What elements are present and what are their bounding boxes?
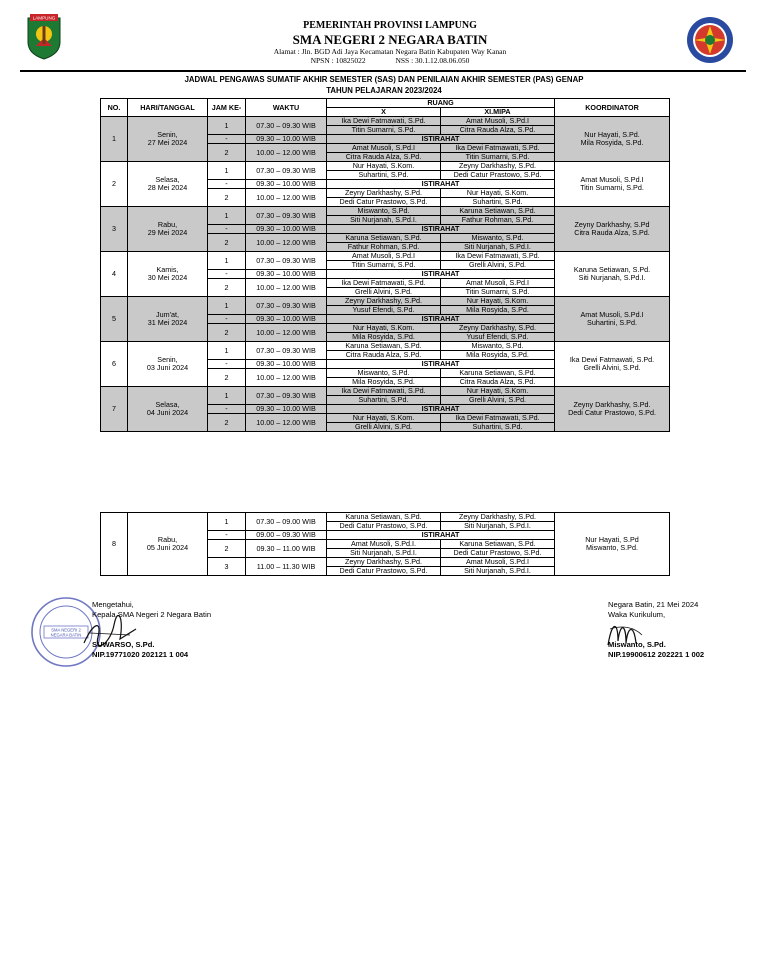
waktu-cell: 10.00 – 12.00 WIB	[246, 144, 327, 162]
svg-text:SMA NEGERI 2: SMA NEGERI 2	[51, 627, 81, 633]
proctor-x: Zeyny Darkhashy, S.Pd.	[327, 297, 441, 306]
jam-cell: 2	[208, 189, 246, 207]
jam-cell: 1	[208, 162, 246, 180]
proctor-xi: Dedi Catur Prastowo, S.Pd.	[441, 549, 555, 558]
signature-left	[92, 600, 312, 660]
proctor-x: Nur Hayati, S.Kom.	[327, 324, 441, 333]
waka-name: Miswanto, S.Pd.	[608, 640, 666, 649]
proctor-xi: Suhartini, S.Pd.	[441, 423, 555, 432]
proctor-xi: Grelli Alvini, S.Pd.	[441, 396, 555, 405]
proctor-x: Siti Nurjanah, S.Pd.I.	[327, 549, 441, 558]
proctor-x: Suhartini, S.Pd.	[327, 396, 441, 405]
table-row	[101, 387, 670, 396]
waktu-cell: 10.00 – 12.00 WIB	[246, 189, 327, 207]
jam-cell: 2	[208, 369, 246, 387]
coordinator-cell: Zeyny Darkhashy, S.Pd Citra Rauda Alza, S.Pd.	[555, 207, 670, 252]
proctor-xi: Citra Rauda Alza, S.Pd.	[441, 378, 555, 387]
break-label: ISTIRAHAT	[327, 405, 555, 414]
break-label: ISTIRAHAT	[327, 315, 555, 324]
jam-cell: -	[208, 315, 246, 324]
table-row	[101, 297, 670, 306]
proctor-x: Karuna Setiawan, S.Pd.	[327, 513, 441, 522]
document-title	[0, 74, 768, 96]
proctor-xi: Miswanto, S.Pd.	[441, 234, 555, 243]
proctor-x: Zeyny Darkhashy, S.Pd.	[327, 189, 441, 198]
sign-left-role: Kepala SMA Negeri 2 Negara Batin	[92, 610, 212, 619]
proctor-x: Grelli Alvini, S.Pd.	[327, 423, 441, 432]
day-date-cell: Kamis, 30 Mei 2024	[128, 252, 208, 297]
proctor-x: Suhartini, S.Pd.	[327, 171, 441, 180]
proctor-x: Karuna Setiawan, S.Pd.	[327, 234, 441, 243]
day-date-cell: Senin, 03 Juni 2024	[128, 342, 208, 387]
proctor-x: Citra Rauda Alza, S.Pd.	[327, 351, 441, 360]
table-row	[101, 117, 670, 126]
proctor-xi: Nur Hayati, S.Kom.	[441, 387, 555, 396]
jam-cell: 1	[208, 252, 246, 270]
waktu-cell: 09.30 – 10.00 WIB	[246, 180, 327, 189]
proctor-xi: Amat Musoli, S.Pd.I	[441, 117, 555, 126]
waktu-cell: 09.00 – 09.30 WIB	[246, 531, 327, 540]
proctor-xi: Titin Sumarni, S.Pd.	[441, 153, 555, 162]
header-date: HARI/TANGGAL	[128, 99, 208, 117]
proctor-x: Karuna Setiawan, S.Pd.	[327, 342, 441, 351]
proctor-x: Grelli Alvini, S.Pd.	[327, 288, 441, 297]
proctor-xi: Grelli Alvini, S.Pd.	[441, 261, 555, 270]
coordinator-cell: Karuna Setiawan, S.Pd. Siti Nurjanah, S.Pd.I.	[555, 252, 670, 297]
proctor-x: Titin Sumarni, S.Pd.	[327, 261, 441, 270]
jam-cell: -	[208, 270, 246, 279]
day-date-cell: Selasa, 04 Juni 2024	[128, 387, 208, 432]
proctor-xi: Fathur Rohman, S.Pd.	[441, 216, 555, 225]
proctor-xi: Dedi Catur Prastowo, S.Pd.	[441, 171, 555, 180]
school-name: SMA NEGERI 2 NEGARA BATIN	[292, 32, 488, 47]
logo-lampung-text: LAMPUNG	[32, 15, 56, 21]
jam-cell: 2	[208, 540, 246, 558]
waktu-cell: 07.30 – 09.30 WIB	[246, 387, 327, 405]
proctor-xi: Miswanto, S.Pd.	[441, 342, 555, 351]
npsn: NPSN : 10825022	[310, 56, 366, 65]
header-koordinator: KOORDINATOR	[555, 99, 670, 117]
proctor-xi: Siti Nurjanah, S.Pd.I.	[441, 522, 555, 531]
day-number: 3	[101, 207, 128, 252]
waktu-cell: 07.30 – 09.30 WIB	[246, 252, 327, 270]
waktu-cell: 07.30 – 09.00 WIB	[246, 513, 327, 531]
jam-cell: 1	[208, 387, 246, 405]
waktu-cell: 07.30 – 09.30 WIB	[246, 342, 327, 360]
header-ruang-x: X	[327, 108, 441, 117]
waktu-cell: 09.30 – 10.00 WIB	[246, 405, 327, 414]
proctor-xi: Karuna Setiawan, S.Pd.	[441, 369, 555, 378]
letterhead-text	[140, 20, 640, 65]
proctor-xi: Zeyny Darkhashy, S.Pd.	[441, 162, 555, 171]
proctor-x: Dedi Catur Prastowo, S.Pd.	[327, 567, 441, 576]
letterhead-rule	[20, 70, 746, 72]
day-number: 2	[101, 162, 128, 207]
jam-cell: 1	[208, 207, 246, 225]
waktu-cell: 07.30 – 09.30 WIB	[246, 207, 327, 225]
jam-cell: 3	[208, 558, 246, 576]
waktu-cell: 11.00 – 11.30 WIB	[246, 558, 327, 576]
proctor-xi: Mila Rosyida, S.Pd.	[441, 306, 555, 315]
jam-cell: 1	[208, 513, 246, 531]
day-date-cell: Jum'at, 31 Mei 2024	[128, 297, 208, 342]
svg-text:NEGARA BATIN: NEGARA BATIN	[50, 632, 82, 638]
proctor-x: Mila Rosyida, S.Pd.	[327, 378, 441, 387]
waktu-cell: 07.30 – 09.30 WIB	[246, 297, 327, 315]
waktu-cell: 09.30 – 11.00 WIB	[246, 540, 327, 558]
break-label: ISTIRAHAT	[327, 360, 555, 369]
proctor-x: Titin Sumarni, S.Pd.	[327, 126, 441, 135]
coordinator-cell: Nur Hayati, S.Pd. Mila Rosyida, S.Pd.	[555, 117, 670, 162]
break-label: ISTIRAHAT	[327, 531, 555, 540]
proctor-xi: Ika Dewi Fatmawati, S.Pd.	[441, 144, 555, 153]
table-row	[101, 207, 670, 216]
proctor-xi: Zeyny Darkhashy, S.Pd.	[441, 513, 555, 522]
waktu-cell: 09.30 – 10.00 WIB	[246, 270, 327, 279]
proctor-xi: Mila Rosyida, S.Pd.	[441, 351, 555, 360]
break-label: ISTIRAHAT	[327, 270, 555, 279]
waktu-cell: 09.30 – 10.00 WIB	[246, 360, 327, 369]
proctor-x: Miswanto, S.Pd.	[327, 207, 441, 216]
table-row	[101, 252, 670, 261]
signature-right	[608, 600, 748, 660]
break-label: ISTIRAHAT	[327, 180, 555, 189]
proctor-xi: Amat Musoli, S.Pd.I	[441, 558, 555, 567]
header-waktu: WAKTU	[246, 99, 327, 117]
waktu-cell: 07.30 – 09.30 WIB	[246, 117, 327, 135]
headmaster-nip: NIP.19771020 202121 1 004	[92, 650, 189, 659]
government-name: PEMERINTAH PROVINSI LAMPUNG	[303, 20, 477, 31]
jam-cell: 2	[208, 279, 246, 297]
title-line-1: JADWAL PENGAWAS SUMATIF AKHIR SEMESTER (SAS) DAN PENILAIAN AKHIR SEMESTER (PAS) GENAP	[184, 75, 584, 84]
waktu-cell: 10.00 – 12.00 WIB	[246, 414, 327, 432]
proctor-xi: Ika Dewi Fatmawati, S.Pd.	[441, 252, 555, 261]
jam-cell: 2	[208, 414, 246, 432]
waktu-cell: 09.30 – 10.00 WIB	[246, 225, 327, 234]
headmaster-name: SUWARSO, S.Pd.	[92, 640, 155, 649]
proctor-xi: Nur Hayati, S.Kom.	[441, 297, 555, 306]
waktu-cell: 09.30 – 10.00 WIB	[246, 315, 327, 324]
jam-cell: 1	[208, 117, 246, 135]
header-jam: JAM KE-	[208, 99, 246, 117]
break-label: ISTIRAHAT	[327, 135, 555, 144]
proctor-x: Dedi Catur Prastowo, S.Pd.	[327, 522, 441, 531]
day-date-cell: Rabu, 05 Juni 2024	[128, 513, 208, 576]
nss: NSS : 30.1.12.08.06.050	[395, 56, 470, 65]
proctor-xi: Nur Hayati, S.Kom.	[441, 189, 555, 198]
table-row	[101, 342, 670, 351]
proctor-x: Miswanto, S.Pd.	[327, 369, 441, 378]
coordinator-cell: Amat Musoli, S.Pd.I Titin Sumarni, S.Pd.	[555, 162, 670, 207]
waktu-cell: 10.00 – 12.00 WIB	[246, 279, 327, 297]
lampung-province-logo-icon	[24, 12, 64, 60]
proctor-xi: Suhartini, S.Pd.	[441, 198, 555, 207]
proctor-x: Amat Musoli, S.Pd.I	[327, 252, 441, 261]
proctor-x: Amat Musoli, S.Pd.I.	[327, 540, 441, 549]
waktu-cell: 07.30 – 09.30 WIB	[246, 162, 327, 180]
jam-cell: 2	[208, 144, 246, 162]
proctor-xi: Amat Musoli, S.Pd.I	[441, 279, 555, 288]
letterhead	[20, 8, 748, 72]
day-date-cell: Senin, 27 Mei 2024	[128, 117, 208, 162]
proctor-xi: Karuna Setiawan, S.Pd.	[441, 540, 555, 549]
proctor-xi: Ika Dewi Fatmawati, S.Pd.	[441, 414, 555, 423]
sign-left-label: Mengetahui,	[92, 600, 134, 609]
school-ids	[140, 56, 640, 65]
table-row	[101, 513, 670, 522]
day-date-cell: Selasa, 28 Mei 2024	[128, 162, 208, 207]
proctor-x: Citra Rauda Alza, S.Pd.	[327, 153, 441, 162]
table-row	[101, 162, 670, 171]
day-number: 5	[101, 297, 128, 342]
day-number: 4	[101, 252, 128, 297]
header-ruang-xi: XI.MIPA	[441, 108, 555, 117]
jam-cell: 2	[208, 234, 246, 252]
jam-cell: -	[208, 225, 246, 234]
waktu-cell: 09.30 – 10.00 WIB	[246, 135, 327, 144]
proctor-x: Ika Dewi Fatmawati, S.Pd.	[327, 279, 441, 288]
proctor-xi: Titin Sumarni, S.Pd.	[441, 288, 555, 297]
break-label: ISTIRAHAT	[327, 225, 555, 234]
header-no: NO.	[101, 99, 128, 117]
proctor-xi: Citra Rauda Alza, S.Pd.	[441, 126, 555, 135]
day-number: 8	[101, 513, 128, 576]
jam-cell: -	[208, 531, 246, 540]
sign-right-role: Waka Kurikulum,	[608, 610, 666, 619]
jam-cell: -	[208, 360, 246, 369]
waka-nip: NIP.19900612 202221 1 002	[608, 650, 705, 659]
jam-cell: 1	[208, 342, 246, 360]
proctor-x: Ika Dewi Fatmawati, S.Pd.	[327, 117, 441, 126]
school-logo-icon	[686, 16, 734, 64]
school-address: Alamat : Jln. BGD Adi Jaya Kecamatan Negara Batin Kabupaten Way Kanan	[273, 47, 507, 56]
day-number: 1	[101, 117, 128, 162]
coordinator-cell: Nur Hayati, S.Pd Miswanto, S.Pd.	[555, 513, 670, 576]
sign-right-date: Negara Batin, 21 Mei 2024	[608, 600, 699, 609]
waktu-cell: 10.00 – 12.00 WIB	[246, 369, 327, 387]
proctor-x: Dedi Catur Prastowo, S.Pd.	[327, 198, 441, 207]
jam-cell: 2	[208, 324, 246, 342]
proctor-x: Zeyny Darkhashy, S.Pd.	[327, 558, 441, 567]
proctor-xi: Zeyny Darkhashy, S.Pd.	[441, 324, 555, 333]
coordinator-cell: Ika Dewi Fatmawati, S.Pd. Grelli Alvini, S.Pd.	[555, 342, 670, 387]
proctor-x: Amat Musoli, S.Pd.I	[327, 144, 441, 153]
proctor-x: Nur Hayati, S.Kom.	[327, 162, 441, 171]
proctor-xi: Yusuf Efendi, S.Pd.	[441, 333, 555, 342]
proctor-x: Fathur Rohman, S.Pd.	[327, 243, 441, 252]
proctor-x: Nur Hayati, S.Kom.	[327, 414, 441, 423]
coordinator-cell: Zeyny Darkhashy, S.Pd. Dedi Catur Prastowo, S.Pd.	[555, 387, 670, 432]
jam-cell: -	[208, 405, 246, 414]
header-ruang: RUANG	[327, 99, 555, 108]
jam-cell: -	[208, 135, 246, 144]
day-date-cell: Rabu, 29 Mei 2024	[128, 207, 208, 252]
schedule-table-day-8	[100, 512, 670, 576]
day-number: 7	[101, 387, 128, 432]
coordinator-cell: Amat Musoli, S.Pd.I Suhartini, S.Pd.	[555, 297, 670, 342]
jam-cell: -	[208, 180, 246, 189]
waktu-cell: 10.00 – 12.00 WIB	[246, 234, 327, 252]
proctor-x: Mila Rosyida, S.Pd.	[327, 333, 441, 342]
day-number: 6	[101, 342, 128, 387]
proctor-xi: Siti Nurjanah, S.Pd.I.	[441, 567, 555, 576]
schedule-table	[100, 98, 670, 432]
waktu-cell: 10.00 – 12.00 WIB	[246, 324, 327, 342]
jam-cell: 1	[208, 297, 246, 315]
proctor-xi: Karuna Setiawan, S.Pd.	[441, 207, 555, 216]
proctor-xi: Siti Nurjanah, S.Pd.I.	[441, 243, 555, 252]
title-line-2: TAHUN PELAJARAN 2023/2024	[326, 86, 442, 95]
proctor-x: Siti Nurjanah, S.Pd.I.	[327, 216, 441, 225]
proctor-x: Yusuf Efendi, S.Pd.	[327, 306, 441, 315]
proctor-x: Ika Dewi Fatmawati, S.Pd.	[327, 387, 441, 396]
